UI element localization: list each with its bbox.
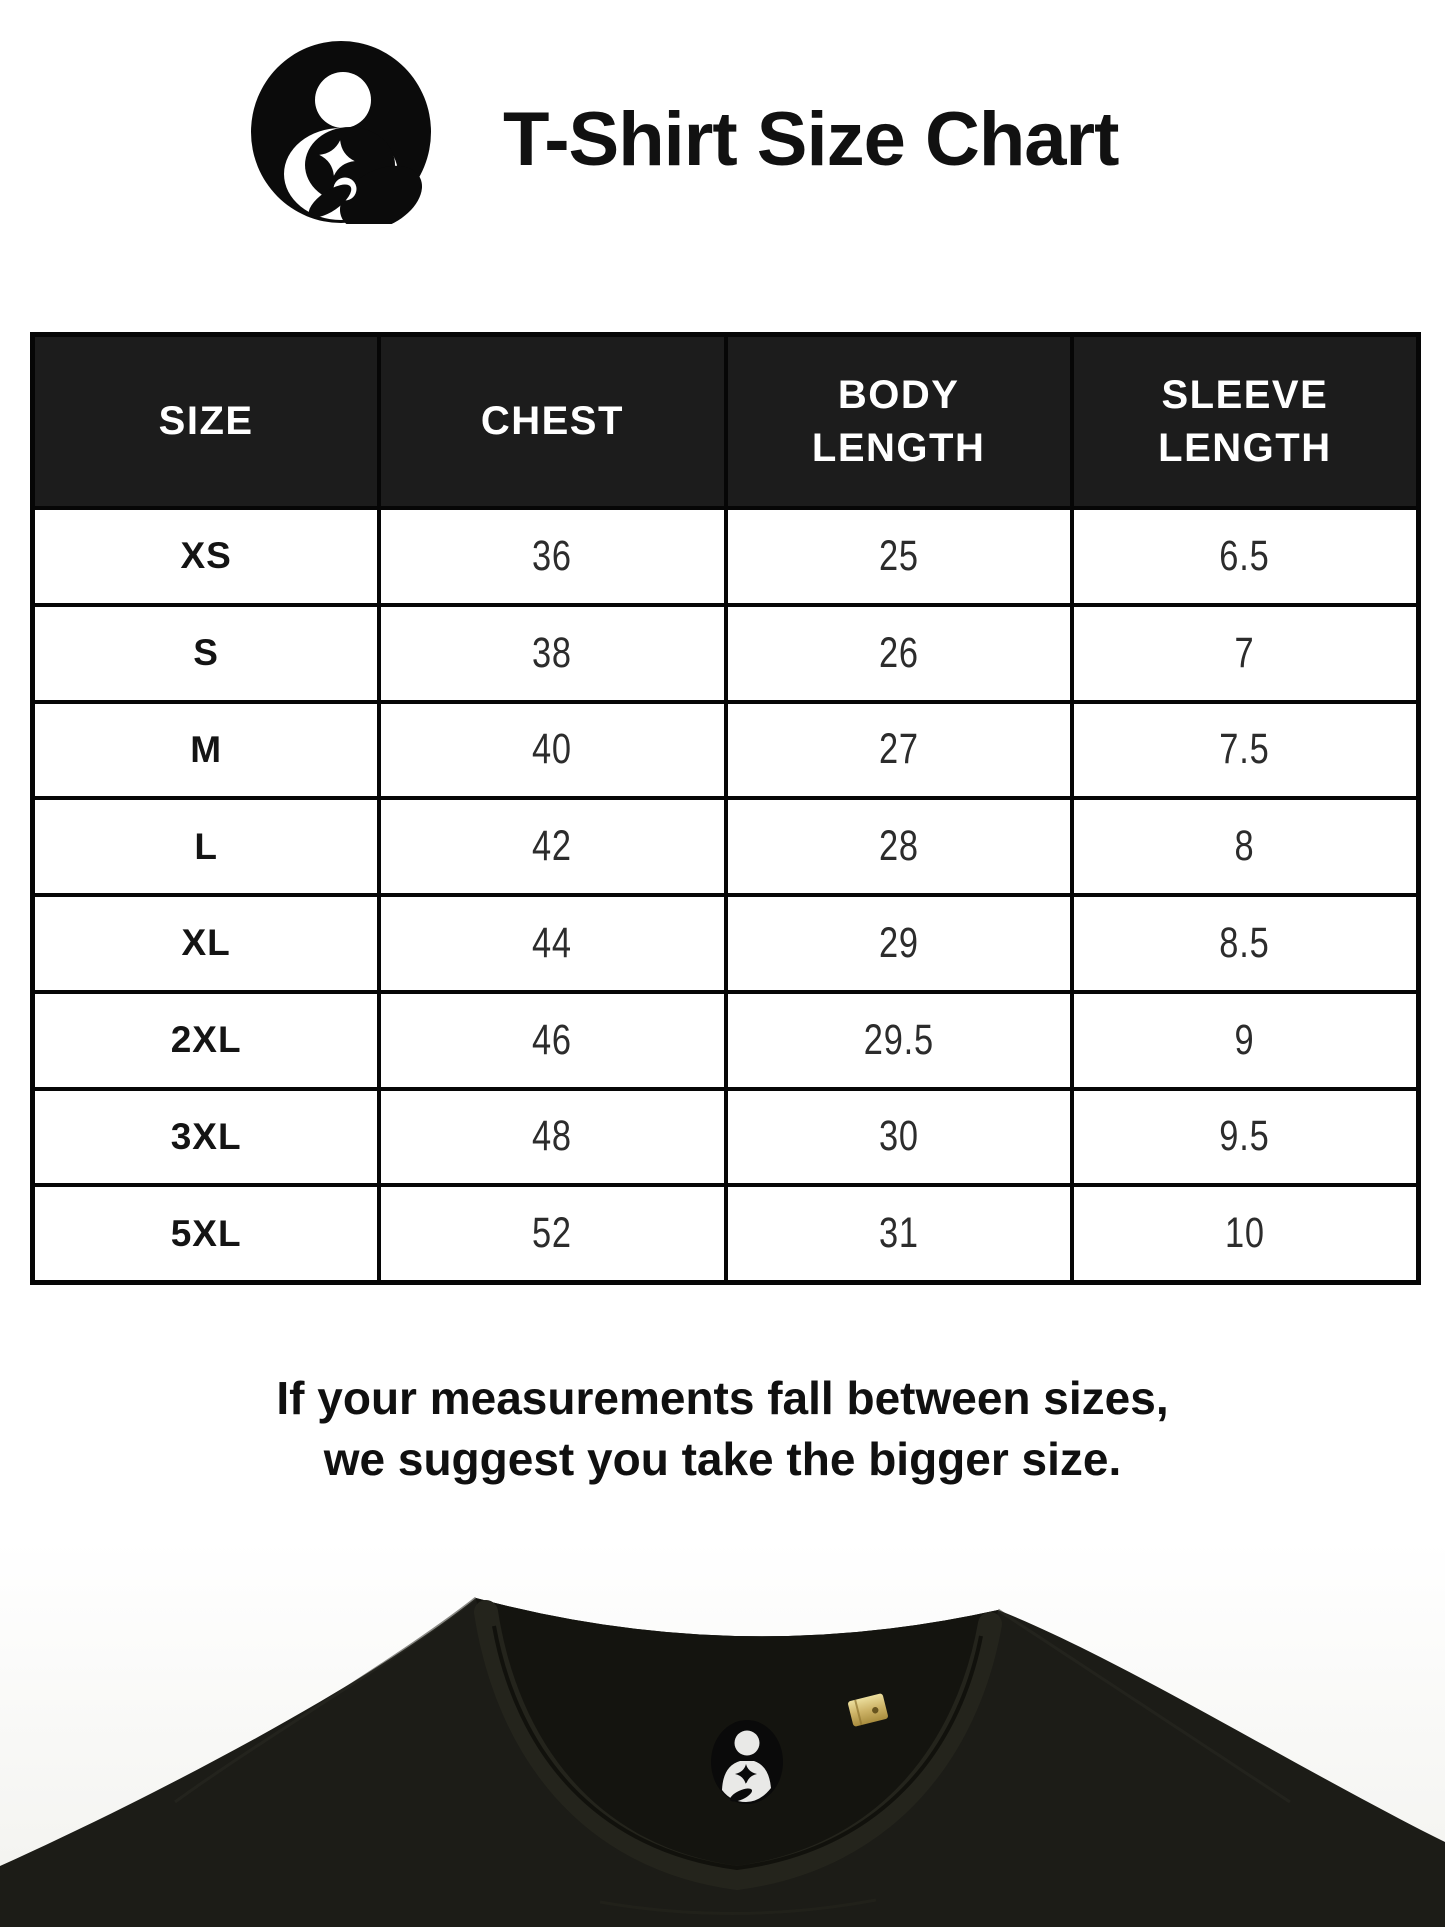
measure-cell: 30 [728, 1091, 1070, 1184]
measure-cell: 25 [728, 510, 1070, 603]
table-row [35, 607, 1416, 700]
size-cell: XL [35, 897, 377, 990]
neck-label [711, 1720, 783, 1804]
table-header-row [35, 337, 1416, 506]
fit-note [0, 1368, 1445, 1490]
size-cell: M [35, 704, 377, 797]
measure-cell: 8 [1074, 800, 1416, 893]
measure-cell: 44 [381, 897, 723, 990]
measure-cell: 8.5 [1074, 897, 1416, 990]
measure-cell: 9 [1074, 994, 1416, 1087]
measure-cell: 6.5 [1074, 510, 1416, 603]
column-header-sleeve-length: SLEEVE LENGTH [1074, 337, 1416, 506]
label-person-head [735, 1731, 760, 1756]
column-header-chest: CHEST [381, 337, 723, 506]
size-cell: 3XL [35, 1091, 377, 1184]
table-row [35, 800, 1416, 893]
tshirt-photo [0, 1540, 1445, 1927]
measure-cell: 40 [381, 704, 723, 797]
measure-cell: 31 [728, 1187, 1070, 1280]
measure-cell: 42 [381, 800, 723, 893]
tshirt-collar-image [0, 1540, 1445, 1927]
measure-cell: 48 [381, 1091, 723, 1184]
table-row [35, 1187, 1416, 1280]
measure-cell: 7.5 [1074, 704, 1416, 797]
measure-cell: 7 [1074, 607, 1416, 700]
measure-cell: 46 [381, 994, 723, 1087]
measure-cell: 29.5 [728, 994, 1070, 1087]
measure-cell: 36 [381, 510, 723, 603]
fit-note-line-1: If your measurements fall between sizes, [276, 1372, 1169, 1424]
size-cell: XS [35, 510, 377, 603]
size-chart-table [30, 332, 1421, 1285]
table-row [35, 897, 1416, 990]
table-row [35, 1091, 1416, 1184]
measure-cell: 9.5 [1074, 1091, 1416, 1184]
size-cell: 5XL [35, 1187, 377, 1280]
brand-logo-icon [249, 40, 433, 224]
size-cell: L [35, 800, 377, 893]
size-cell: 2XL [35, 994, 377, 1087]
measure-cell: 27 [728, 704, 1070, 797]
column-header-body-length: BODY LENGTH [728, 337, 1070, 506]
table-body [35, 510, 1416, 1280]
table-row [35, 510, 1416, 603]
table-row [35, 704, 1416, 797]
measure-cell: 38 [381, 607, 723, 700]
measure-cell: 26 [728, 607, 1070, 700]
size-cell: S [35, 607, 377, 700]
table-row [35, 994, 1416, 1087]
measure-cell: 10 [1074, 1187, 1416, 1280]
fit-note-line-2: we suggest you take the bigger size. [323, 1433, 1122, 1485]
column-header-size: SIZE [35, 337, 377, 506]
header [0, 0, 1445, 260]
page-title: T-Shirt Size Chart [503, 97, 1119, 182]
measure-cell: 52 [381, 1187, 723, 1280]
measure-cell: 28 [728, 800, 1070, 893]
measure-cell: 29 [728, 897, 1070, 990]
